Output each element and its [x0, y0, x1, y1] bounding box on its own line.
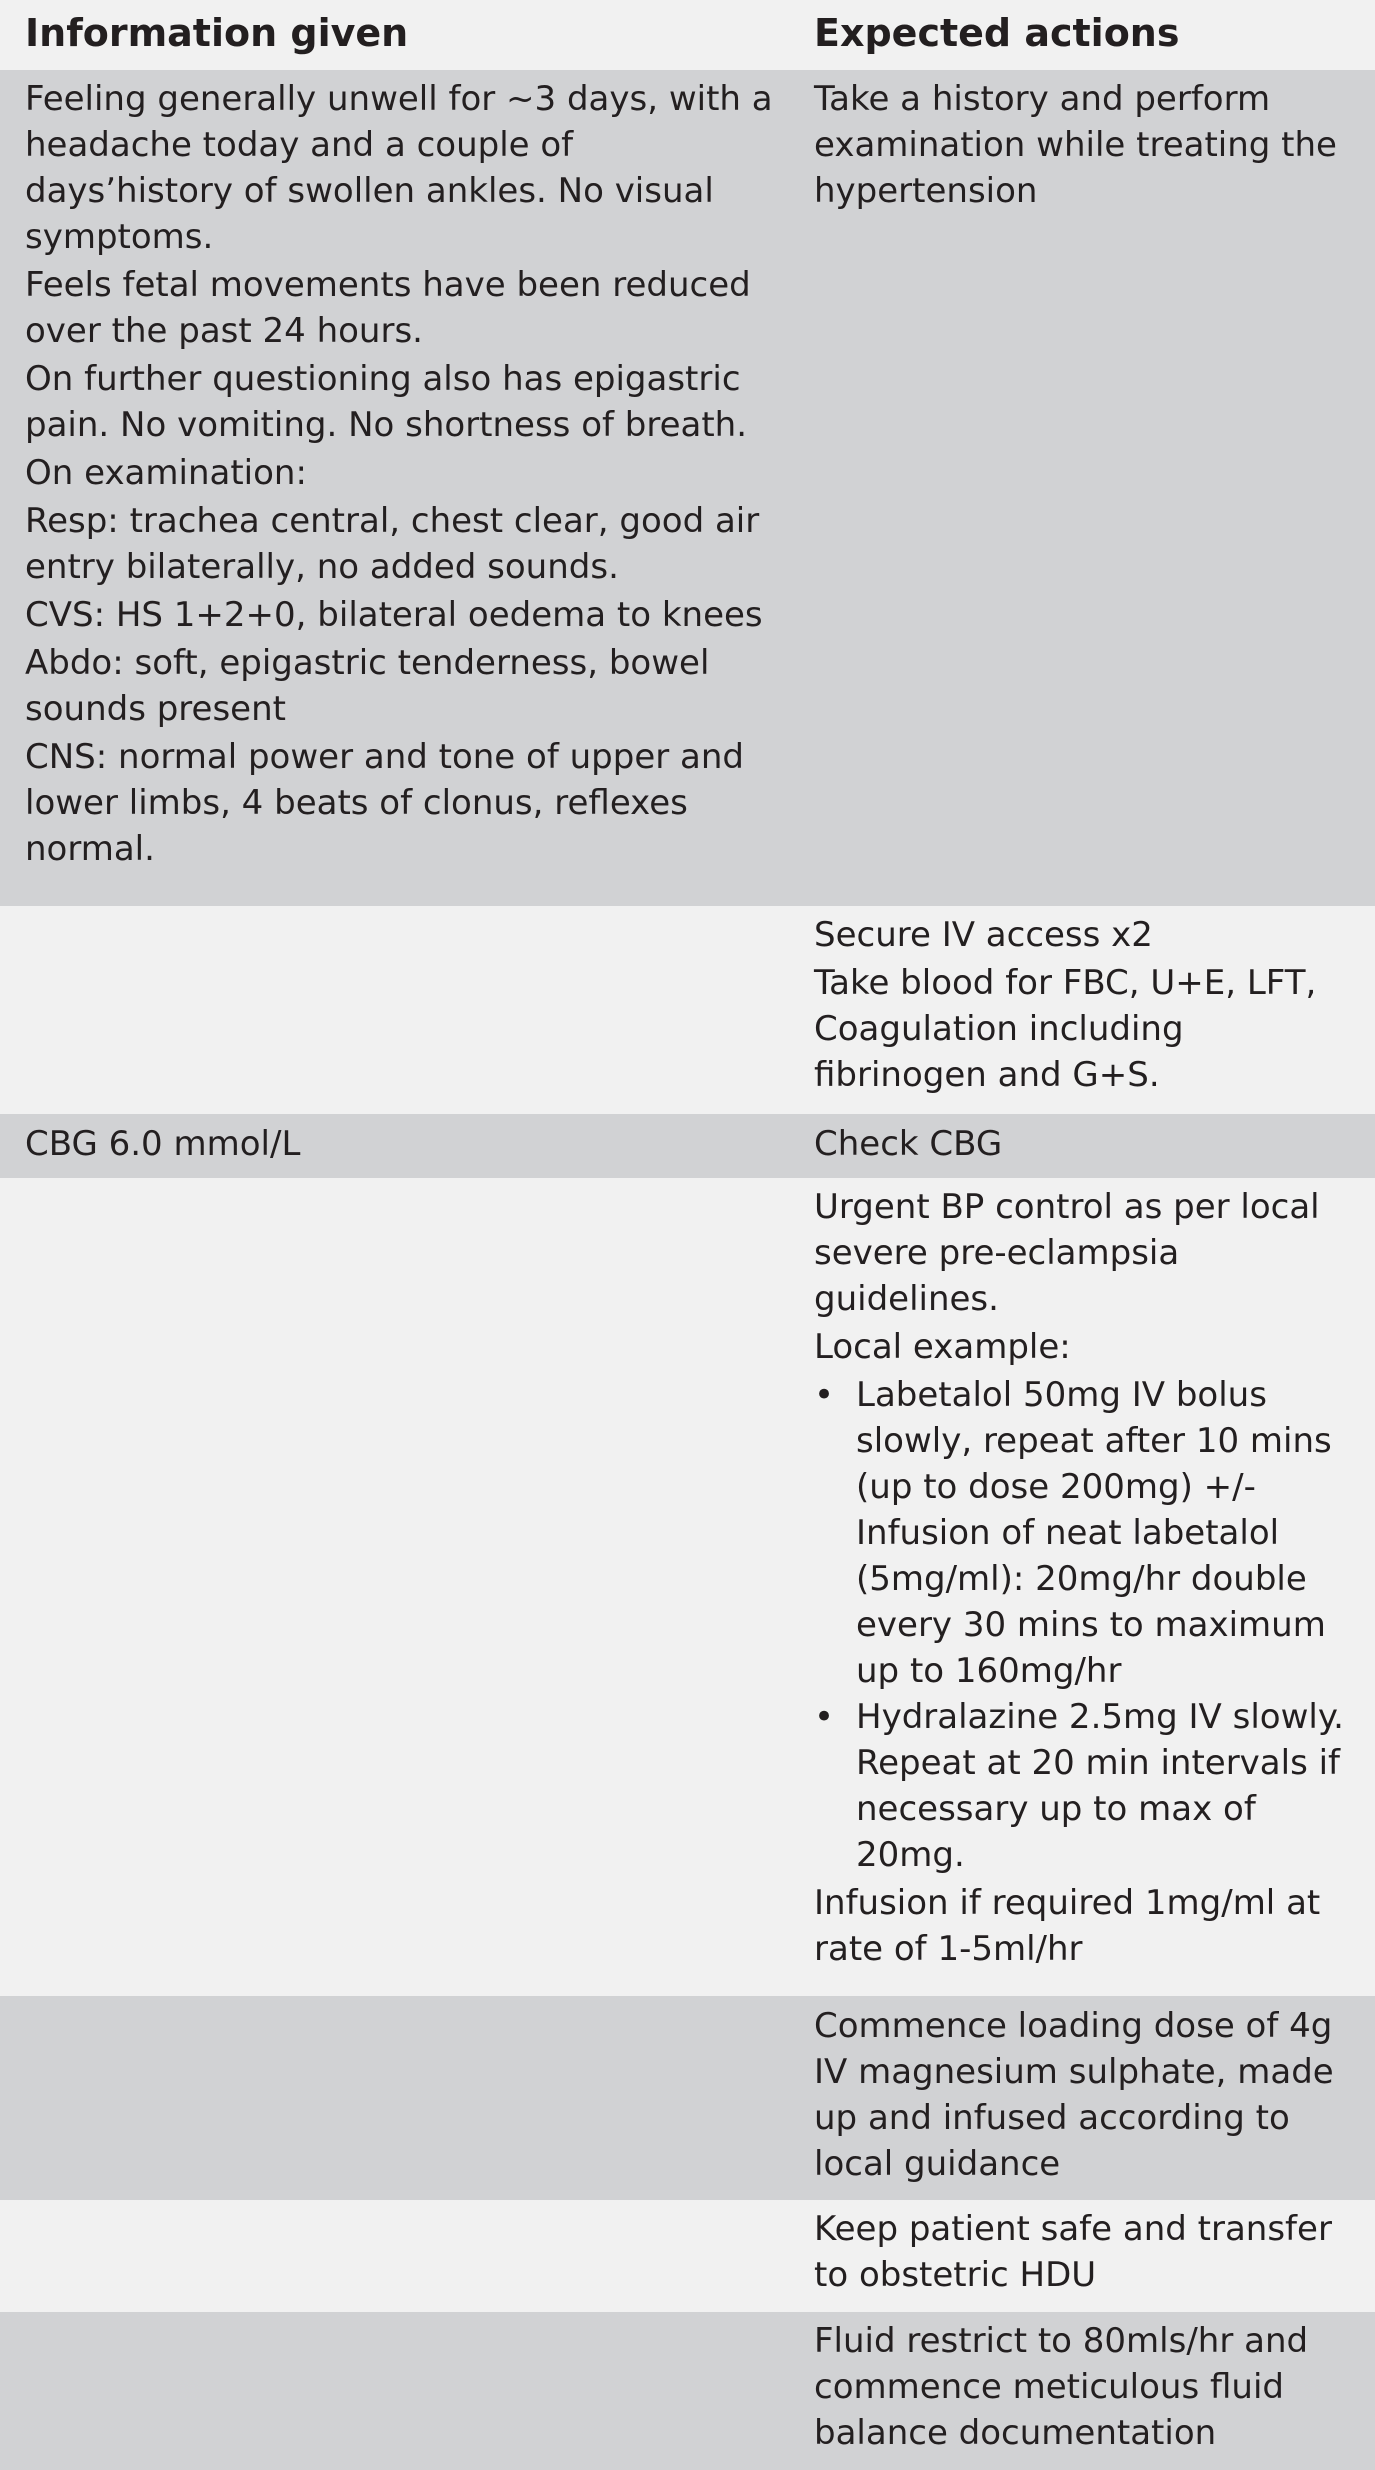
info-paragraph: CNS: normal power and tone of upper and lower limbs, 4 beats of clonus, reflexes normal. [25, 737, 744, 869]
action-paragraph: Secure IV access x2 [814, 915, 1153, 955]
info-cell [0, 912, 789, 1114]
info-cell [0, 1121, 789, 1178]
action-paragraph: Local example: [814, 1327, 1071, 1367]
table-row [0, 70, 1375, 906]
info-cell [0, 2206, 789, 2312]
bullet-text: Hydralazine 2.5mg IV slowly. Repeat at 20 min intervals if necessary up to max of 20mg. [856, 1697, 1344, 1875]
action-paragraph: Infusion if required 1mg/ml at rate of 1-5ml/hr [814, 1883, 1321, 1969]
header-information-given: Information given [25, 11, 409, 55]
info-paragraph: CVS: HS 1+2+0, bilateral oedema to knees [25, 595, 763, 635]
bullet-text: Labetalol 50mg IV bolus slowly, repeat after 10 mins (up to dose 200mg) +/- Infusion of neat labetalol (5mg/ml): 20mg/hr double every 30 mins to maximum up to 160mg/hr [856, 1375, 1332, 1691]
info-paragraph: Abdo: soft, epigastric tenderness, bowel sounds present [25, 643, 710, 729]
table-row [0, 1114, 1375, 1178]
table-row [0, 906, 1375, 1114]
table-row [0, 2312, 1375, 2470]
action-paragraph: Commence loading dose of 4g IV magnesium sulphate, made up and infused according to local guidance [814, 2006, 1334, 2184]
action-paragraph: Urgent BP control as per local severe pre-eclampsia guidelines. [814, 1187, 1320, 1319]
info-paragraph: On examination: [25, 453, 307, 493]
action-cell [789, 2206, 1375, 2312]
action-paragraph: Take a history and perform examination while treating the hypertension [814, 79, 1337, 211]
list-item [814, 1372, 1357, 1694]
action-cell [789, 1121, 1375, 1178]
info-paragraph: On further questioning also has epigastric pain. No vomiting. No shortness of breath. [25, 359, 748, 445]
table-row [0, 2200, 1375, 2312]
info-paragraph: Feeling generally unwell for ~3 days, with a headache today and a couple of days’history of swollen ankles. No visual symptoms. [25, 79, 773, 257]
table-row [0, 1178, 1375, 1996]
list-item [814, 1694, 1357, 1878]
action-cell [789, 1184, 1375, 1996]
action-cell [789, 76, 1375, 906]
action-cell [789, 2318, 1375, 2470]
info-cell [0, 2003, 789, 2200]
info-paragraph: Feels fetal movements have been reduced over the past 24 hours. [25, 265, 751, 351]
action-cell [789, 912, 1375, 1114]
action-paragraph: Fluid restrict to 80mls/hr and commence meticulous fluid balance documentation [814, 2321, 1309, 2453]
action-paragraph: Check CBG [814, 1124, 1003, 1164]
action-paragraph: Keep patient safe and transfer to obstetric HDU [814, 2209, 1332, 2295]
info-cell [0, 2318, 789, 2470]
info-paragraph: Resp: trachea central, chest clear, good air entry bilaterally, no added sounds. [25, 501, 760, 587]
action-paragraph: Take blood for FBC, U+E, LFT, Coagulation including fibrinogen and G+S. [814, 963, 1317, 1095]
bullet-icon: • [814, 1375, 835, 1415]
table-header-row [0, 0, 1375, 70]
bullet-icon: • [814, 1697, 835, 1737]
action-cell [789, 2003, 1375, 2200]
info-cell [0, 76, 789, 906]
header-expected-actions: Expected actions [814, 11, 1180, 55]
medication-bullet-list [814, 1372, 1357, 1878]
info-paragraph: CBG 6.0 mmol/L [25, 1124, 301, 1164]
info-cell [0, 1184, 789, 1996]
table-row [0, 1996, 1375, 2200]
